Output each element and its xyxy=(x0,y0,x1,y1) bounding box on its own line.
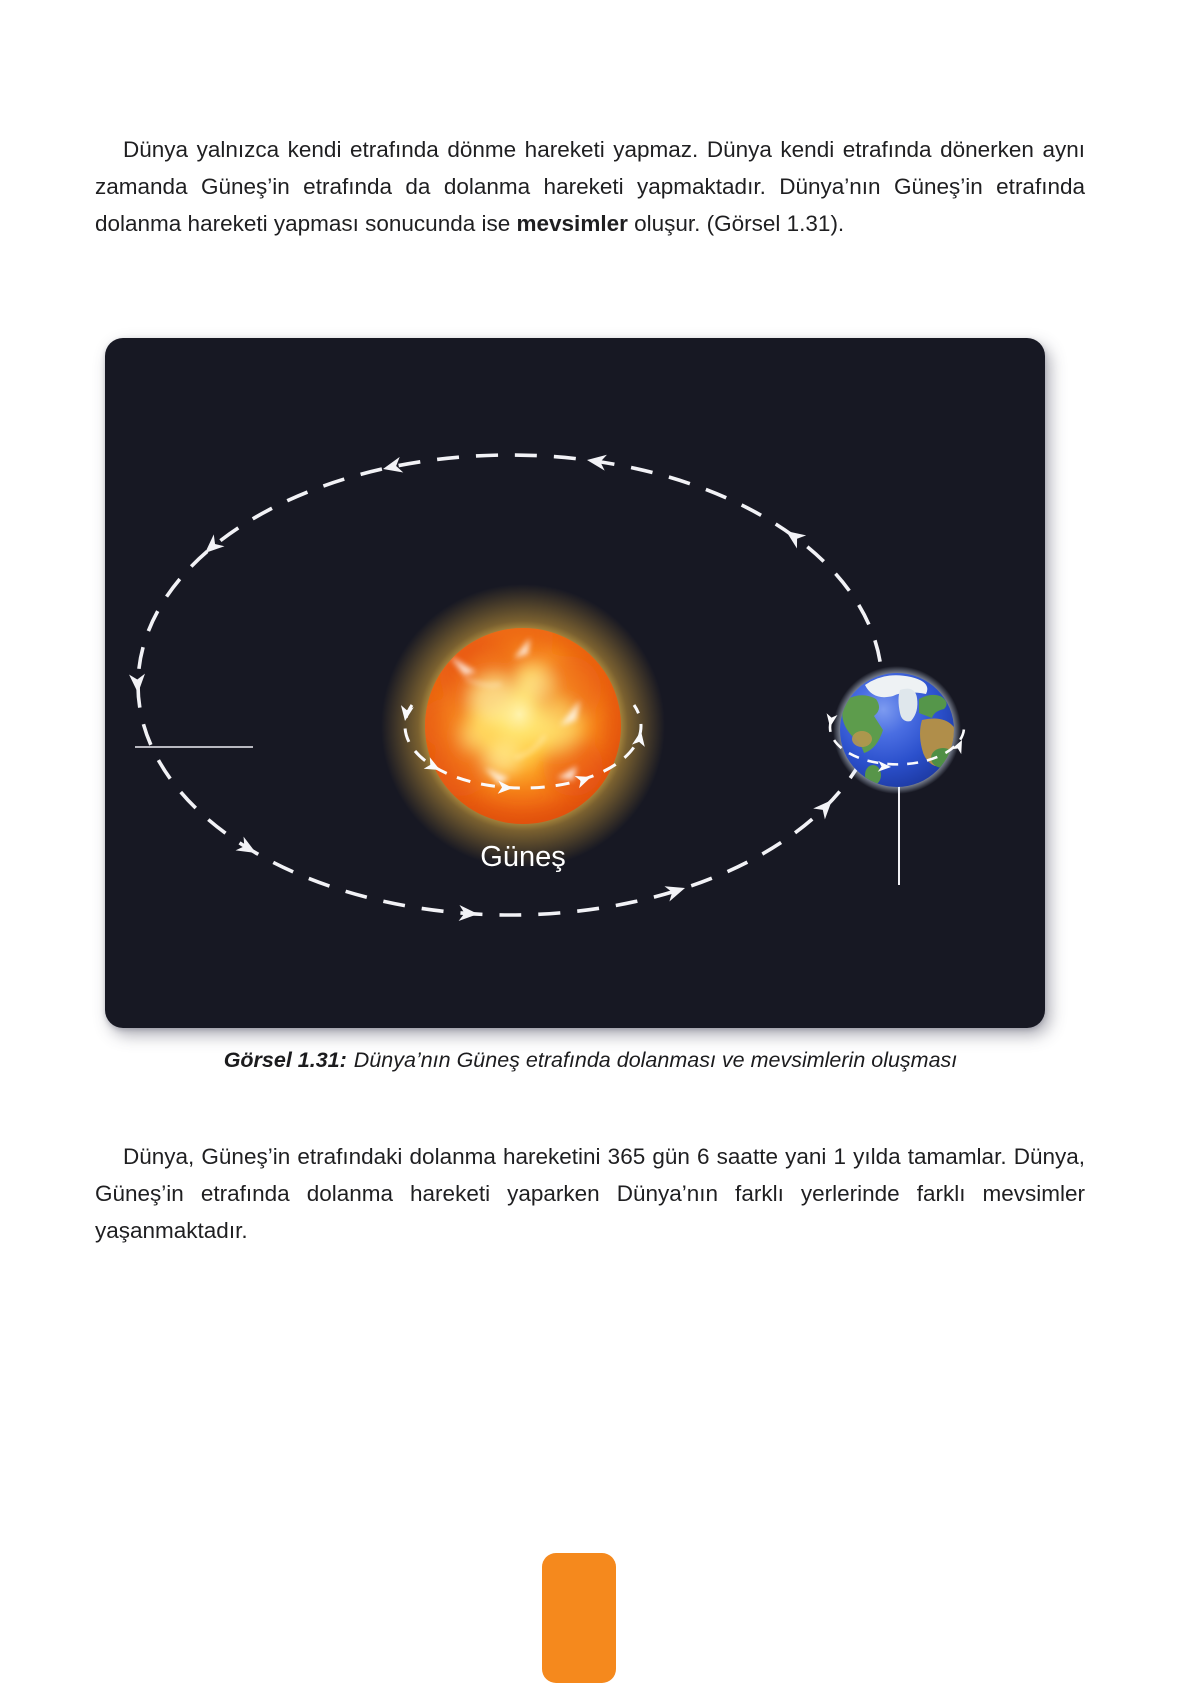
intro-text-after: oluşur. (Görsel 1.31). xyxy=(627,211,845,236)
body-text: Dünya, Güneş’in etrafındaki dolanma hareketini 365 gün 6 saatte yani 1 yılda tamamlar. Dünya, Güneş’in etrafında dolanma hareketi yaparken Dünya’nın farklı yerlerinde farklı mevsimler yaşanmaktadır. xyxy=(95,1144,1085,1243)
caption-label: Görsel 1.31: xyxy=(223,1048,347,1072)
earth-illustration xyxy=(825,666,967,794)
figure-1-31-panel xyxy=(105,338,1045,1028)
page-number-tab xyxy=(542,1553,616,1683)
bold-keyword: mevsimler xyxy=(516,211,628,236)
sun-illustration xyxy=(381,584,665,868)
intro-paragraph xyxy=(95,131,1085,242)
orbit-diagram xyxy=(105,338,1045,1028)
figure-caption xyxy=(0,1048,1181,1073)
intro-text-before: Dünya yalnızca kendi etrafında dönme hareketi yapmaz. Dünya kendi etrafında dönerken aynı zamanda Güneş’in etrafında da dolanma hareketi yapmaktadır. Dünya’nın Güneş’in etrafında dolanma hareketi yapması sonucunda ise xyxy=(95,137,1085,236)
body-paragraph xyxy=(95,1138,1085,1249)
sun-label: Güneş xyxy=(480,841,566,873)
caption-text: Dünya’nın Güneş etrafında dolanması ve mevsimlerin oluşması xyxy=(353,1048,958,1072)
